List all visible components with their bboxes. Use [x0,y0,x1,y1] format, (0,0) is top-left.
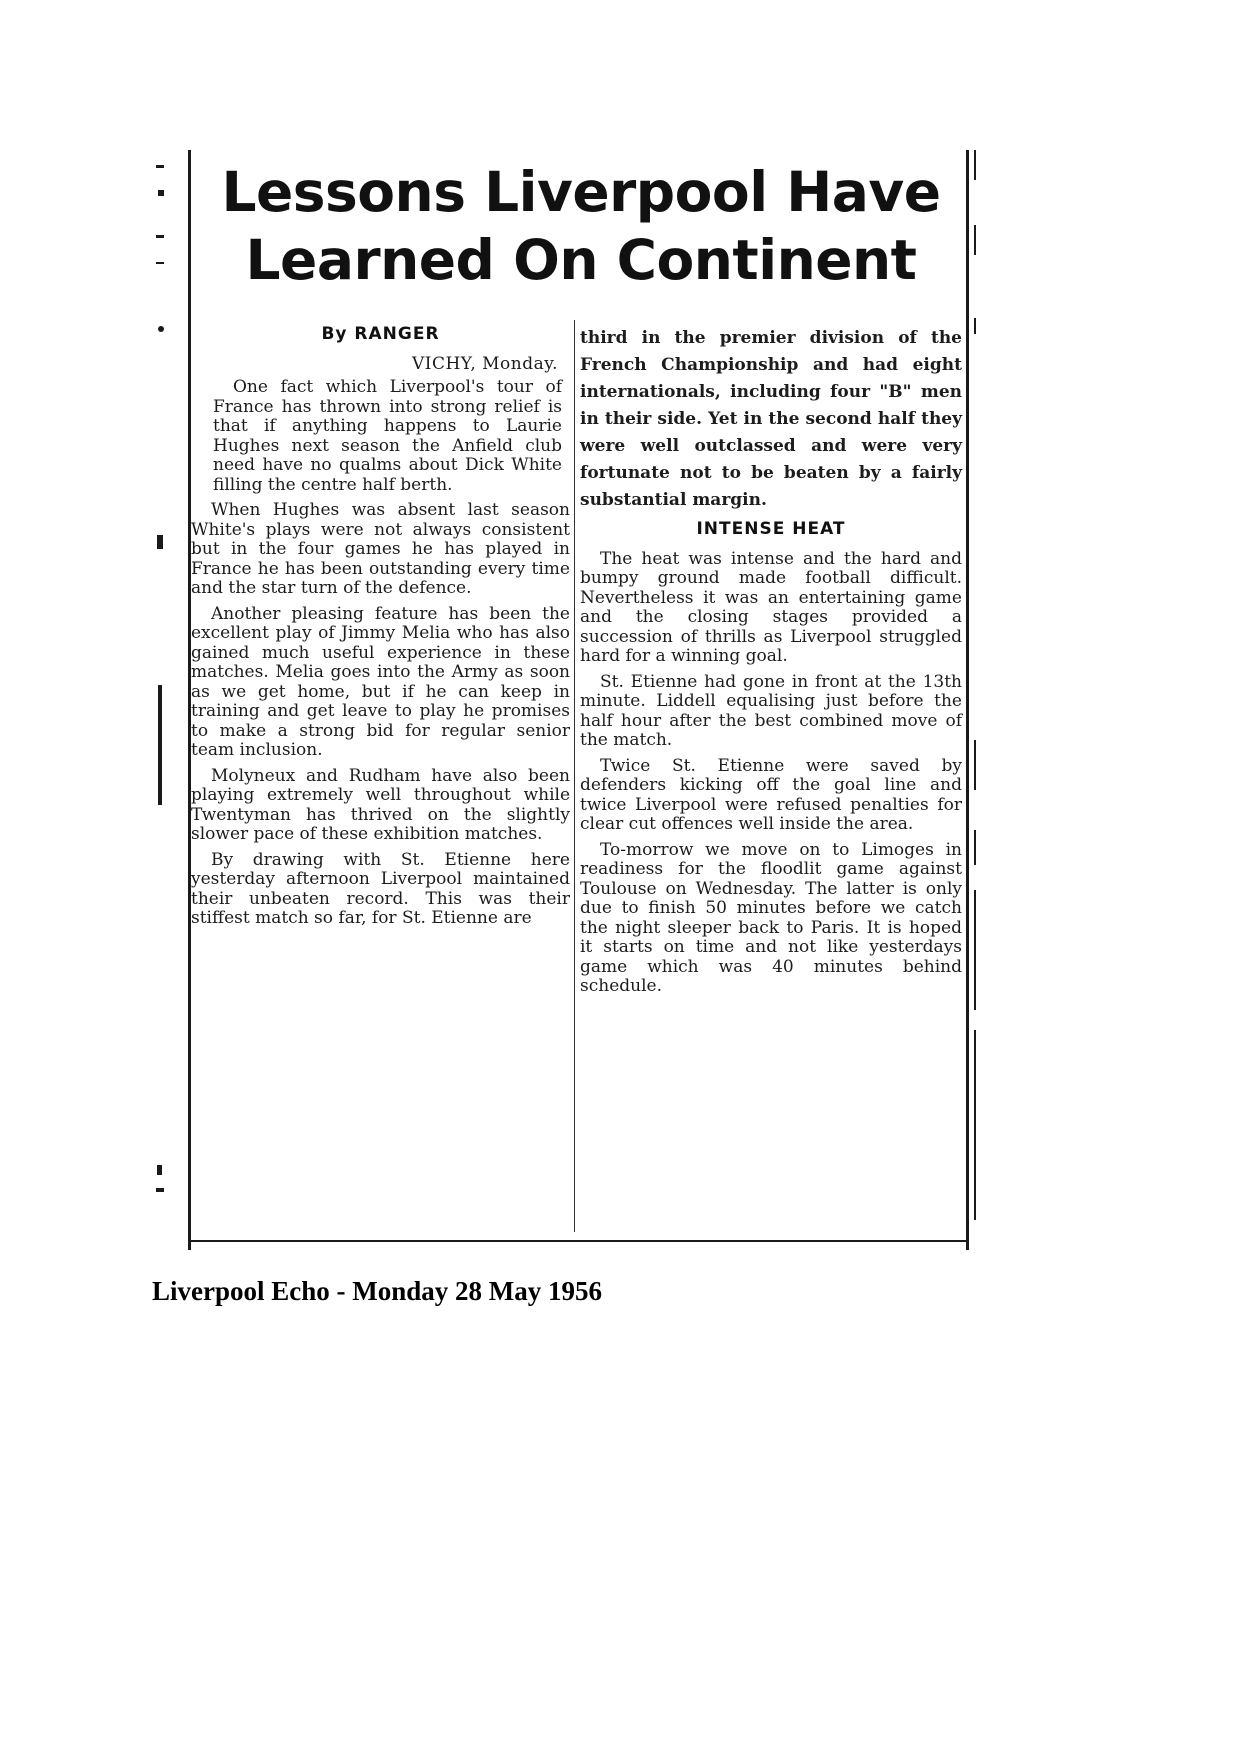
article-column-2 [580,325,962,1003]
edge-fragment [156,1188,164,1192]
byline: By RANGER [321,324,440,344]
headline [197,158,965,294]
source-caption: Liverpool Echo - Monday 28 May 1956 [152,1276,602,1306]
edge-fragment [156,262,164,264]
edge-fragment [157,535,163,549]
edge-fragment [974,318,976,334]
edge-fragment [974,740,976,790]
clipping-right-border [966,150,969,1250]
edge-fragment [156,165,164,168]
edge-fragment [158,326,164,332]
edge-fragment [974,830,976,865]
paragraph: Twice St. Etienne were saved by defenders kicking off the goal line and twice Liverpool were refused penalties for clear cut offences well inside the area. [580,755,962,834]
edge-fragment [156,235,164,238]
dateline: VICHY, Monday. [411,353,558,374]
headline-line-2: Learned On Continent [245,228,917,292]
edge-fragment [974,1030,976,1220]
paragraph: To-morrow we move on to Limoges in readiness for the floodlit game against Toulouse on Wednesday. The latter is only due to finish 50 minutes before we catch the night sleeper back to Paris. It is hoped it starts on time and not like yesterdays game which was 40 minutes behind schedule. [580,839,962,996]
edge-fragment [974,890,976,1010]
paragraph-continued: third in the premier division of the French Championship and had eight internationals, including four "B" men in their side. Yet in the second half they were well outclassed and were very fortunate not to be beaten by a fairly substantial margin. [580,328,962,510]
headline-line-1: Lessons Liverpool Have [221,160,941,224]
subheading: INTENSE HEAT [696,519,846,539]
column-divider [574,320,575,1232]
paragraph: When Hughes was absent last season White's plays were not always consistent but in the four games he has played in France he has been outstanding every time and the star turn of the defence. [191,500,570,598]
paragraph: Molyneux and Rudham have also been playing extremely well throughout while Twentyman has thrived on the slightly slower pace of these exhibition matches. [191,765,570,844]
paragraph: St. Etienne had gone in front at the 13th minute. Liddell equalising just before the half hour after the best combined move of the match. [580,671,962,750]
paragraph: Another pleasing feature has been the excellent play of Jimmy Melia who has also gained much useful experience in these matches. Melia goes into the Army as soon as we get home, but if he can keep in training and get leave to play he promises to make a strong bid for regular senior team inclusion. [191,603,570,760]
edge-fragment [974,150,976,180]
clipping-bottom-border [188,1240,968,1242]
paragraph: By drawing with St. Etienne here yesterday afternoon Liverpool maintained their unbeaten record. This was their stiffest match so far, for St. Etienne are [191,849,570,928]
article-column-1 [191,325,570,935]
edge-fragment [158,190,164,196]
edge-fragment [158,685,162,805]
edge-fragment [974,225,976,255]
edge-fragment [157,1165,162,1175]
paragraph: One fact which Liverpool's tour of France has thrown into strong relief is that if anything happens to Laurie Hughes next season the Anfield club need have no qualms about Dick White filling the centre half berth. [213,377,562,495]
newspaper-clipping [152,150,970,1250]
paragraph: The heat was intense and the hard and bumpy ground made football difficult. Nevertheless it was an entertaining game and the closing stages provided a succession of thrills as Liverpool struggled hard for a winning goal. [580,548,962,666]
